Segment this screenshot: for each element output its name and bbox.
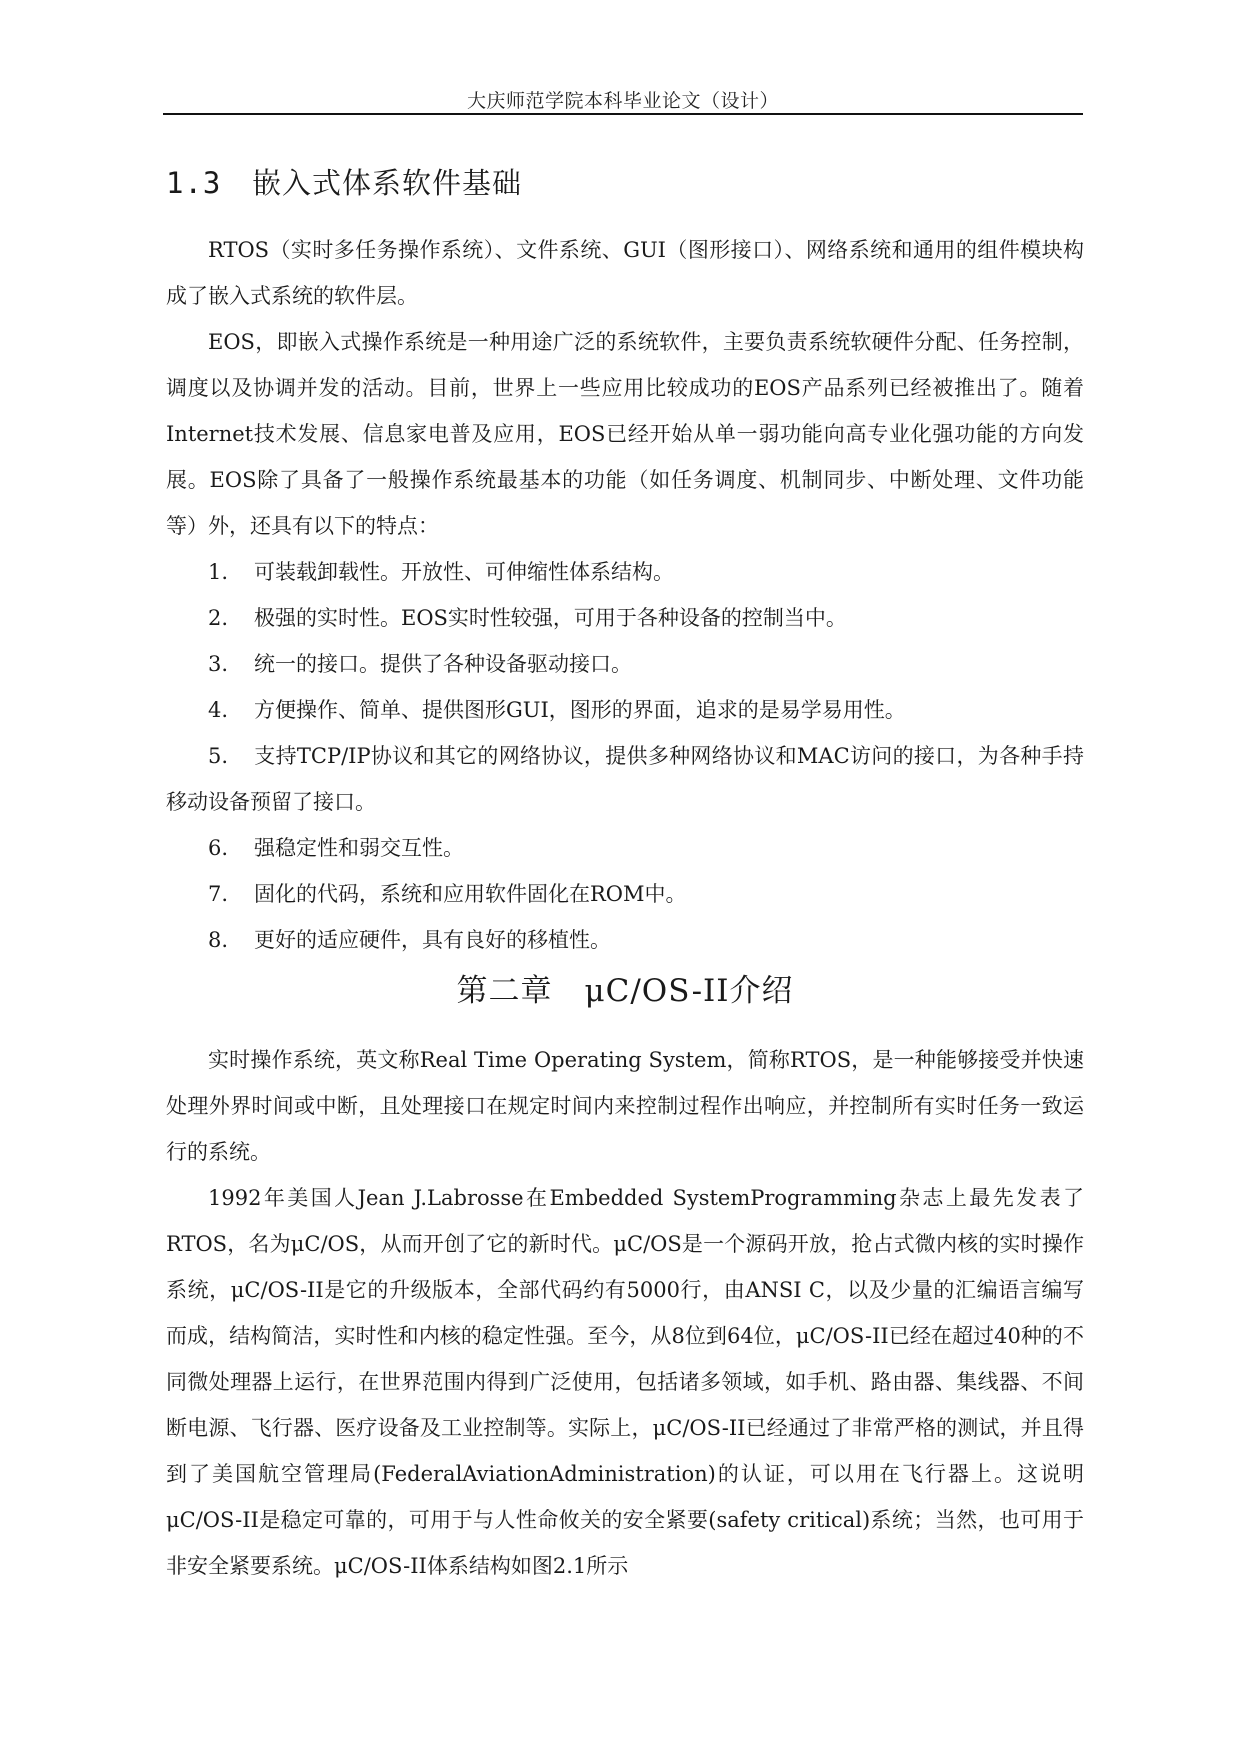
list-item-number: 6. <box>208 836 229 860</box>
paragraph-software-layer: RTOS（实时多任务操作系统）、文件系统、GUI（图形接口）、网络系统和通用的组件模块构成了嵌入式系统的软件层。 <box>166 238 1084 308</box>
chapter-heading: 第二章 μC/OS-II介绍 <box>456 973 794 1009</box>
header-rule <box>163 113 1083 115</box>
list-item <box>166 917 1084 963</box>
list-item-number: 2. <box>208 606 229 630</box>
paragraph-rtos-definition: 实时操作系统，英文称Real Time Operating System，简称RTOS，是一种能够接受并快速处理外界时间或中断，且处理接口在规定时间内来控制过程作出响应，并控制所有实时任务一致运行的系统。 <box>166 1048 1084 1164</box>
list-item-number: 8. <box>208 928 229 952</box>
list-item-text: 强稳定性和弱交互性。 <box>254 836 464 860</box>
list-item-text: 统一的接口。提供了各种设备驱动接口。 <box>254 652 632 676</box>
list-item <box>166 549 1084 595</box>
list-item <box>166 825 1084 871</box>
page-header: 大庆师范学院本科毕业论文（设计） <box>466 90 779 112</box>
list-item-number: 1. <box>208 560 229 584</box>
list-item <box>166 733 1084 825</box>
list-item-text: 更好的适应硬件，具有良好的移植性。 <box>254 928 611 952</box>
list-item-text: 可装载卸载性。开放性、可伸缩性体系结构。 <box>254 560 674 584</box>
list-item-number: 3. <box>208 652 229 676</box>
list-item-text: 方便操作、简单、提供图形GUI，图形的界面，追求的是易学易用性。 <box>254 698 906 722</box>
section-number: 1.3 <box>166 166 222 200</box>
list-item <box>166 687 1084 733</box>
list-item-number: 4. <box>208 698 229 722</box>
list-item-text: 支持TCP/IP协议和其它的网络协议，提供多种网络协议和MAC访问的接口，为各种手持移动设备预留了接口。 <box>166 744 1084 814</box>
list-item-number: 5. <box>208 744 229 768</box>
list-item-number: 7. <box>208 882 229 906</box>
section-heading <box>166 163 1084 203</box>
list-item <box>166 641 1084 687</box>
paragraph-eos-intro: EOS，即嵌入式操作系统是一种用途广泛的系统软件，主要负责系统软硬件分配、任务控制，调度以及协调并发的活动。目前，世界上一些应用比较成功的EOS产品系列已经被推出了。随着Internet技术发展、信息家电普及应用，EOS已经开始从单一弱功能向高专业化强功能的方向发展。EOS除了具备了一般操作系统最基本的功能（如任务调度、机制同步、中断处理、文件功能等）外，还具有以下的特点： <box>166 330 1084 538</box>
paragraph-ucos-history: 1992年美国人Jean J.Labrosse在Embedded SystemProgramming杂志上最先发表了RTOS，名为μC/OS，从而开创了它的新时代。μC/OS是一个源码开放，抢占式微内核的实时操作系统，μC/OS-II是它的升级版本，全部代码约有5000行，由ANSI C，以及少量的汇编语言编写而成，结构简洁，实时性和内核的稳定性强。至今，从8位到64位，μC/OS-II已经在超过40种的不同微处理器上运行，在世界范围内得到广泛使用，包括诸多领域，如手机、路由器、集线器、不间断电源、飞行器、医疗设备及工业控制等。实际上，μC/OS-II已经通过了非常严格的测试，并且得到了美国航空管理局(FederalAviationAdministration)的认证，可以用在飞行器上。这说明μC/OS-II是稳定可靠的，可用于与人性命攸关的安全紧要(safety critical)系统；当然，也可用于非安全紧要系统。μC/OS-II体系结构如图2.1所示 <box>166 1186 1084 1578</box>
list-item <box>166 595 1084 641</box>
section-title: 嵌入式体系软件基础 <box>252 166 523 200</box>
feature-list <box>166 549 1084 963</box>
page-content <box>166 163 1084 1589</box>
list-item-text: 极强的实时性。EOS实时性较强，可用于各种设备的控制当中。 <box>254 606 847 630</box>
list-item-text: 固化的代码，系统和应用软件固化在ROM中。 <box>254 882 687 906</box>
list-item <box>166 871 1084 917</box>
